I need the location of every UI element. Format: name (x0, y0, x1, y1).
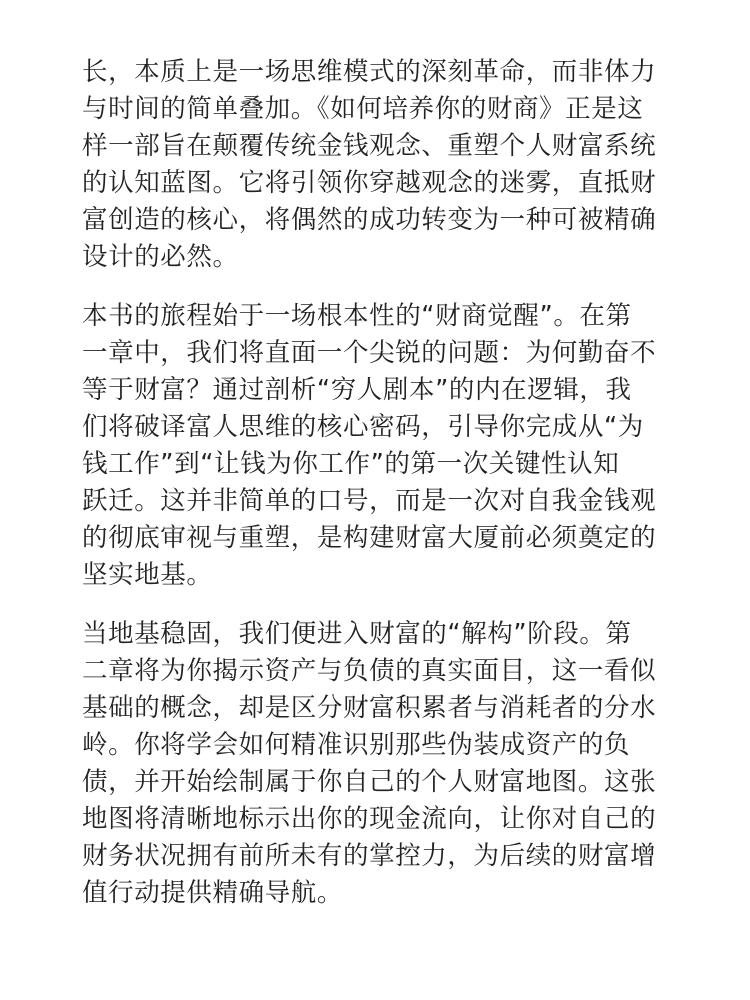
text-line: 与时间的简单叠加。《如何培养你的财商》正是这 (82, 94, 644, 124)
text-line: 财务状况拥有前所未有的掌控力，为后续的财富增 (82, 841, 657, 871)
text-line: 值行动提供精确导航。 (82, 878, 344, 908)
text-line: 一章中，我们将直面一个尖锐的问题：为何勤奋不 (82, 338, 657, 368)
text-line: 债，并开始绘制属于你自己的个人财富地图。这张 (82, 767, 657, 797)
text-line: 富创造的核心，将偶然的成功转变为一种可被精确 (82, 205, 657, 235)
text-line: 二章将为你揭示资产与负债的真实面目，这一看似 (82, 656, 657, 686)
text-line: 的彻底审视与重塑，是构建财富大厦前必须奠定的 (82, 523, 657, 553)
text-line: 们将破译富人思维的核心密码，引导你完成从“为 (82, 412, 644, 442)
text-line: 坚实地基。 (82, 560, 213, 590)
text-line: 等于财富？通过剖析“穷人剧本”的内在逻辑，我 (82, 375, 632, 405)
text-line: 当地基稳固，我们便进入财富的“解构”阶段。第 (82, 619, 632, 649)
text-line: 长，本质上是一场思维模式的深刻革命，而非体力 (82, 57, 657, 87)
text-line: 跃迁。这并非简单的口号，而是一次对自我金钱观 (82, 486, 657, 516)
text-line: 岭。你将学会如何精准识别那些伪装成资产的负 (82, 730, 631, 760)
text-line: 样一部旨在颠覆传统金钱观念、重塑个人财富系统 (82, 131, 657, 161)
text-line: 地图将清晰地标示出你的现金流向，让你对自己的 (82, 804, 657, 834)
text-line: 基础的概念，却是区分财富积累者与消耗者的分水 (82, 693, 657, 723)
text-line: 的认知蓝图。它将引领你穿越观念的迷雾，直抵财 (82, 168, 657, 198)
text-line: 设计的必然。 (82, 242, 239, 272)
text-line: 本书的旅程始于一场根本性的“财商觉醒”。在第 (82, 301, 632, 331)
text-line: 钱工作”到“让钱为你工作”的第一次关键性认知 (82, 449, 620, 479)
